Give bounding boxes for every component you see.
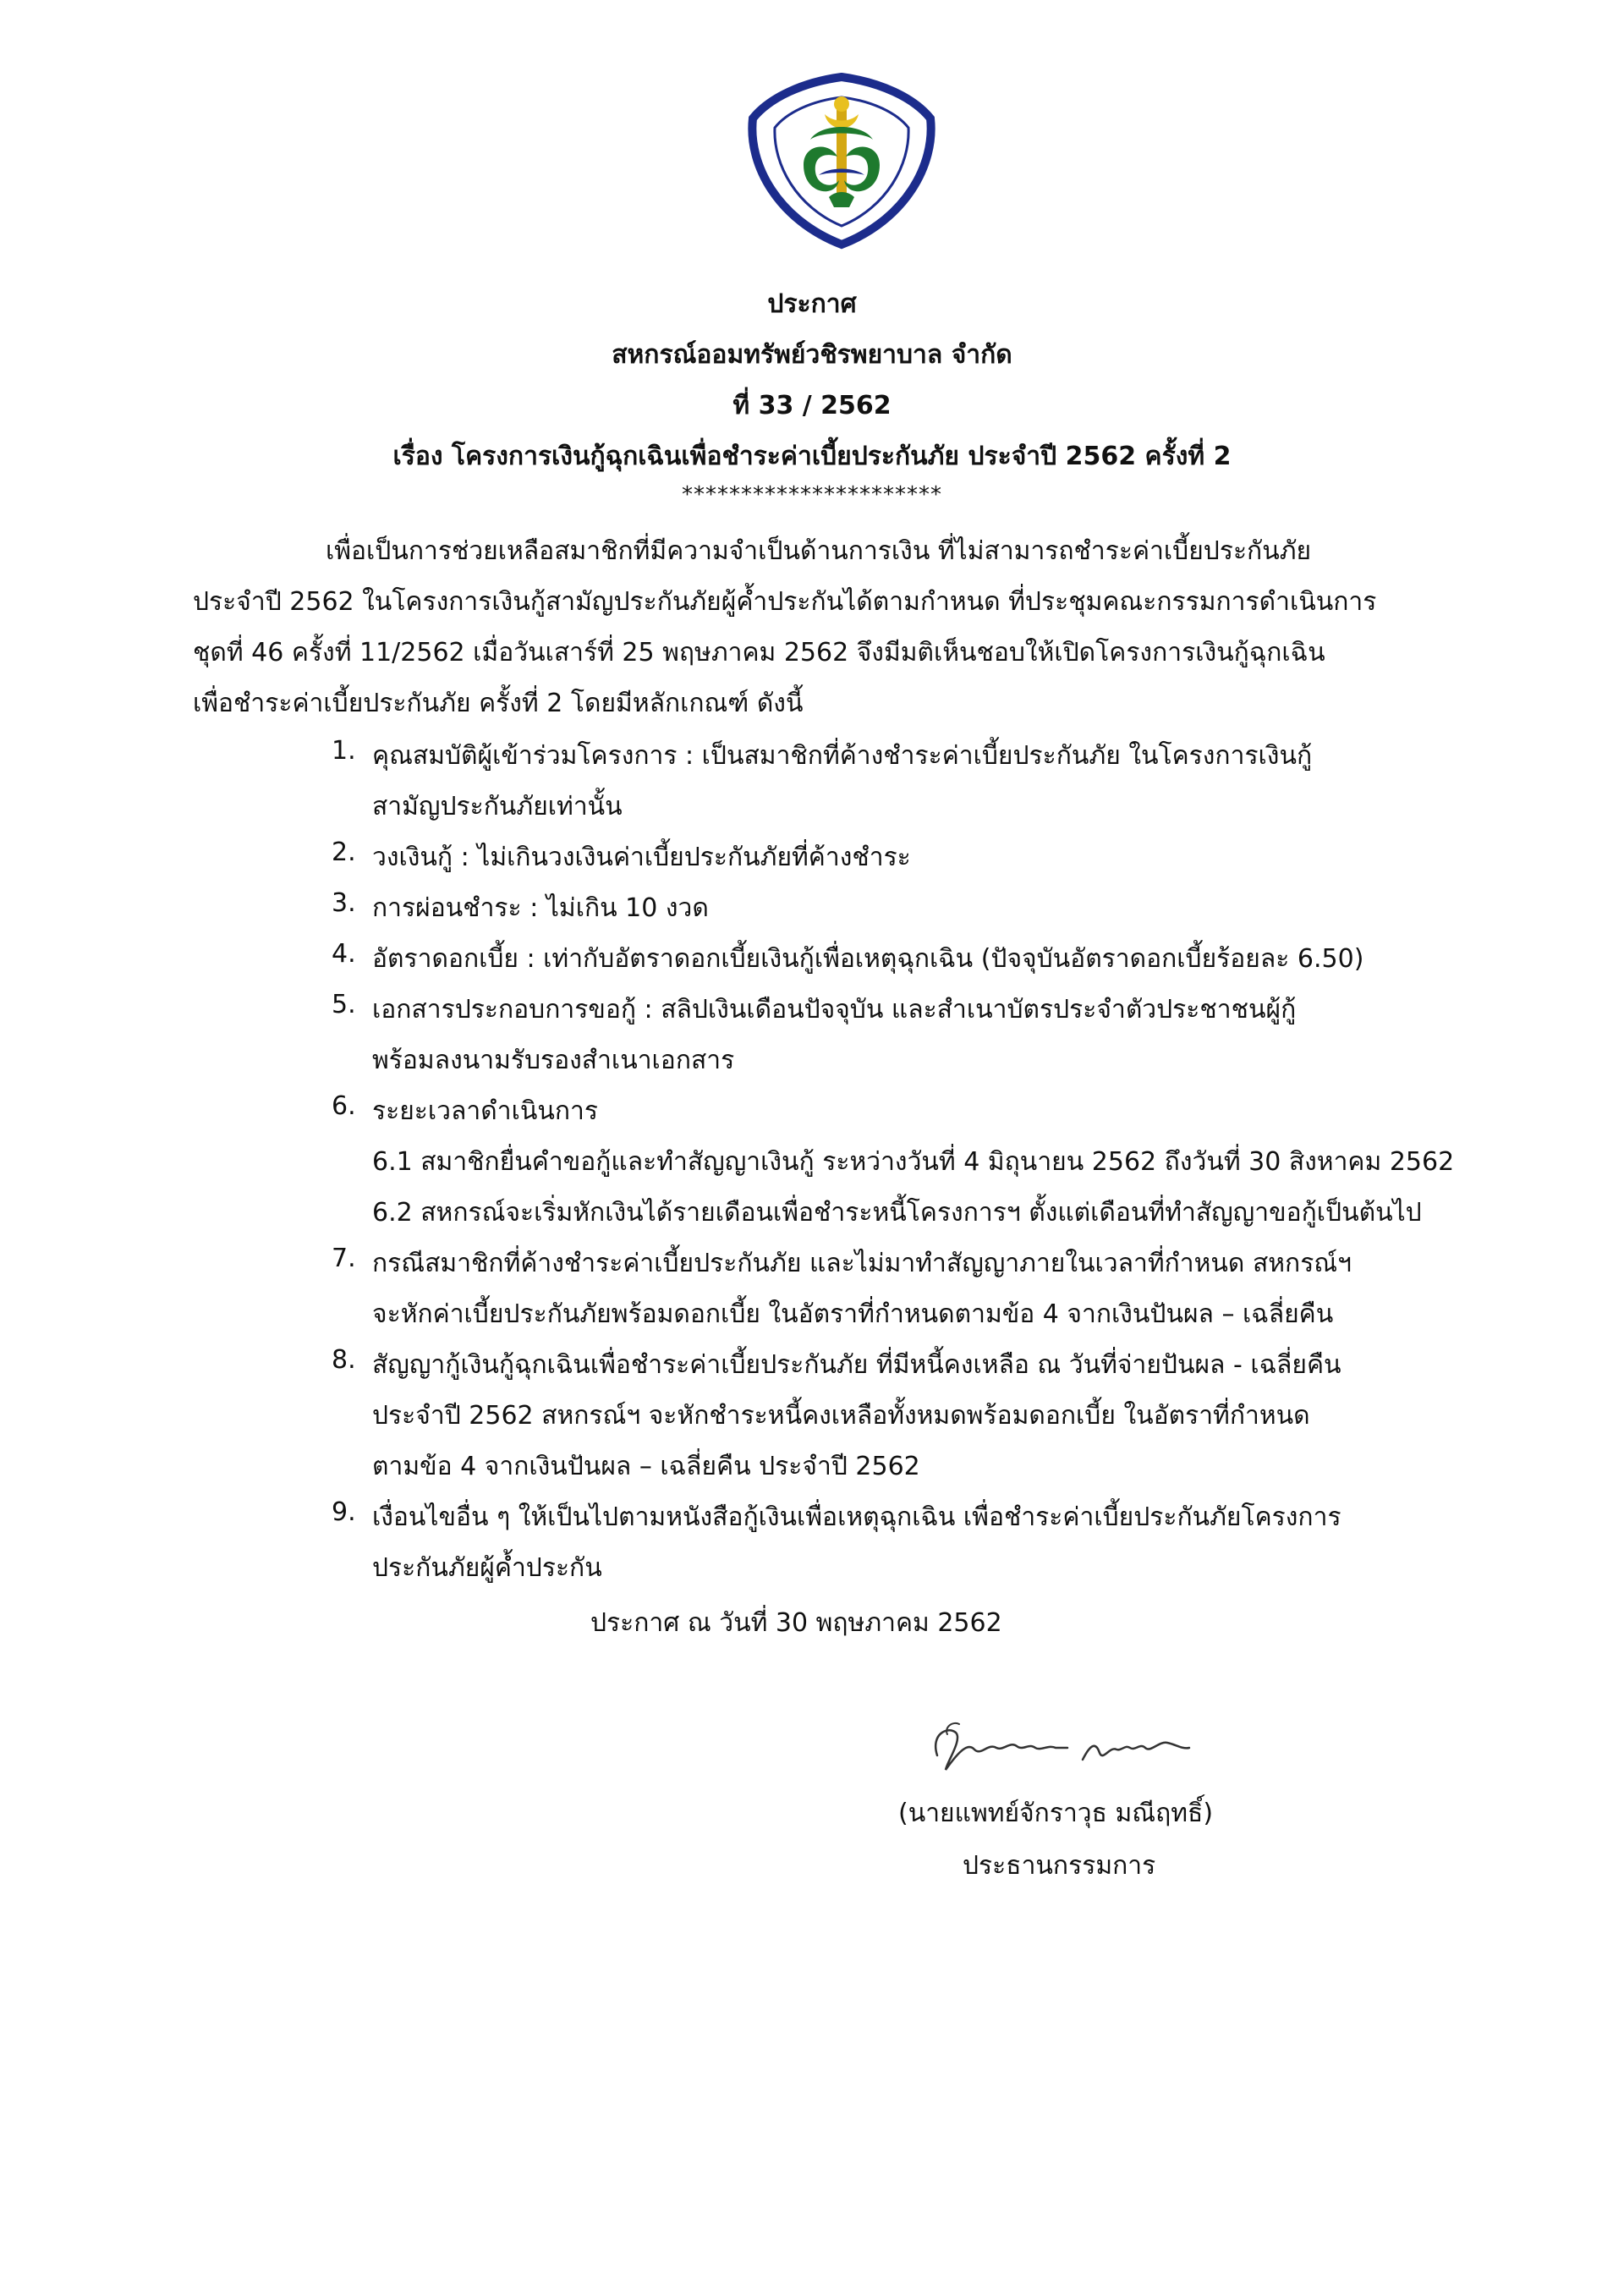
item-number: 2. [332,838,356,867]
announcement-date: ประกาศ ณ วันที่ 30 พฤษภาคม 2562 [590,1608,1002,1638]
handwritten-signature [922,1709,1226,1785]
item-number: 9. [332,1497,356,1527]
heading-separator: ********************** [682,482,942,508]
intro-line: ประจำปี 2562 ในโครงการเงินกู้สามัญประกันภัยผู้ค้ำประกันได้ตามกำหนด ที่ประชุมคณะกรรมการดำเนินการ [193,587,1377,617]
item-line: อัตราดอกเบี้ย : เท่ากับอัตราดอกเบี้ยเงินกู้เพื่อเหตุฉุกเฉิน (ปัจจุบันอัตราดอกเบี้ยร้อยละ 6.50) [372,944,1364,974]
item-line: คุณสมบัติผู้เข้าร่วมโครงการ : เป็นสมาชิกที่ค้างชำระค่าเบี้ยประกันภัย ในโครงการเงินกู้ [372,741,1313,771]
subitem-line: 6.1 สมาชิกยื่นคำขอกู้และทำสัญญาเงินกู้ ระหว่างวันที่ 4 มิถุนายน 2562 ถึงวันที่ 30 สิงหาคม 2562 [372,1147,1455,1177]
doc-heading-subject: เรื่อง โครงการเงินกู้ฉุกเฉินเพื่อชำระค่าเบี้ยประกันภัย ประจำปี 2562 ครั้งที่ 2 [392,442,1232,471]
item-line: ตามข้อ 4 จากเงินปันผล – เฉลี่ยคืน ประจำปี 2562 [372,1452,920,1481]
cooperative-logo [744,72,939,250]
item-line: การผ่อนชำระ : ไม่เกิน 10 งวด [372,893,709,923]
item-number: 4. [332,939,356,969]
doc-heading-organization: สหกรณ์ออมทรัพย์วชิรพยาบาล จำกัด [612,340,1012,370]
logo-emblem-icon [744,72,939,250]
item-number: 7. [332,1244,356,1273]
item-line: เอกสารประกอบการขอกู้ : สลิปเงินเดือนปัจจุบัน และสำเนาบัตรประจำตัวประชาชนผู้กู้ [372,995,1297,1024]
item-number: 5. [332,990,356,1019]
item-line: กรณีสมาชิกที่ค้างชำระค่าเบี้ยประกันภัย และไม่มาทำสัญญาภายในเวลาที่กำหนด สหกรณ์ฯ [372,1249,1352,1278]
item-number: 6. [332,1091,356,1121]
item-number: 8. [332,1345,356,1375]
signatory-position: ประธานกรรมการ [963,1851,1156,1881]
intro-line: เพื่อเป็นการช่วยเหลือสมาชิกที่มีความจำเป็นด้านการเงิน ที่ไม่สามารถชำระค่าเบี้ยประกันภัย [326,536,1312,566]
doc-heading-announcement: ประกาศ [767,289,857,319]
signature-icon [922,1709,1226,1785]
subitem-line: 6.2 สหกรณ์จะเริ่มหักเงินได้รายเดือนเพื่อชำระหนี้โครงการฯ ตั้งแต่เดือนที่ทำสัญญาขอกู้เป็นต้นไป [372,1198,1422,1228]
item-number: 3. [332,888,356,918]
item-line: ระยะเวลาดำเนินการ [372,1096,598,1126]
doc-heading-number: ที่ 33 / 2562 [732,391,892,420]
signatory-name: (นายแพทย์จักราวุธ มณีฤทธิ์) [898,1799,1214,1828]
item-line: ประจำปี 2562 สหกรณ์ฯ จะหักชำระหนี้คงเหลือทั้งหมดพร้อมดอกเบี้ย ในอัตราที่กำหนด [372,1401,1310,1431]
intro-line: ชุดที่ 46 ครั้งที่ 11/2562 เมื่อวันเสาร์ที่ 25 พฤษภาคม 2562 จึงมีมติเห็นชอบให้เปิดโครงการเงินกู้ฉุกเฉิน [193,638,1325,667]
item-line: ประกันภัยผู้ค้ำประกัน [372,1553,602,1583]
item-line: สามัญประกันภัยเท่านั้น [372,792,623,821]
item-number: 1. [332,736,356,766]
item-line: วงเงินกู้ : ไม่เกินวงเงินค่าเบี้ยประกันภัยที่ค้างชำระ [372,843,911,872]
item-line: สัญญากู้เงินกู้ฉุกเฉินเพื่อชำระค่าเบี้ยประกันภัย ที่มีหนี้คงเหลือ ณ วันที่จ่ายปันผล - เฉลี่ยคืน [372,1350,1341,1380]
intro-line: เพื่อชำระค่าเบี้ยประกันภัย ครั้งที่ 2 โดยมีหลักเกณฑ์ ดังนี้ [193,689,804,718]
item-line: เงื่อนไขอื่น ๆ ให้เป็นไปตามหนังสือกู้เงินเพื่อเหตุฉุกเฉิน เพื่อชำระค่าเบี้ยประกันภัยโครงการ [372,1502,1341,1532]
item-line: พร้อมลงนามรับรองสำเนาเอกสาร [372,1046,735,1075]
item-line: จะหักค่าเบี้ยประกันภัยพร้อมดอกเบี้ย ในอัตราที่กำหนดตามข้อ 4 จากเงินปันผล – เฉลี่ยคืน [372,1299,1334,1329]
